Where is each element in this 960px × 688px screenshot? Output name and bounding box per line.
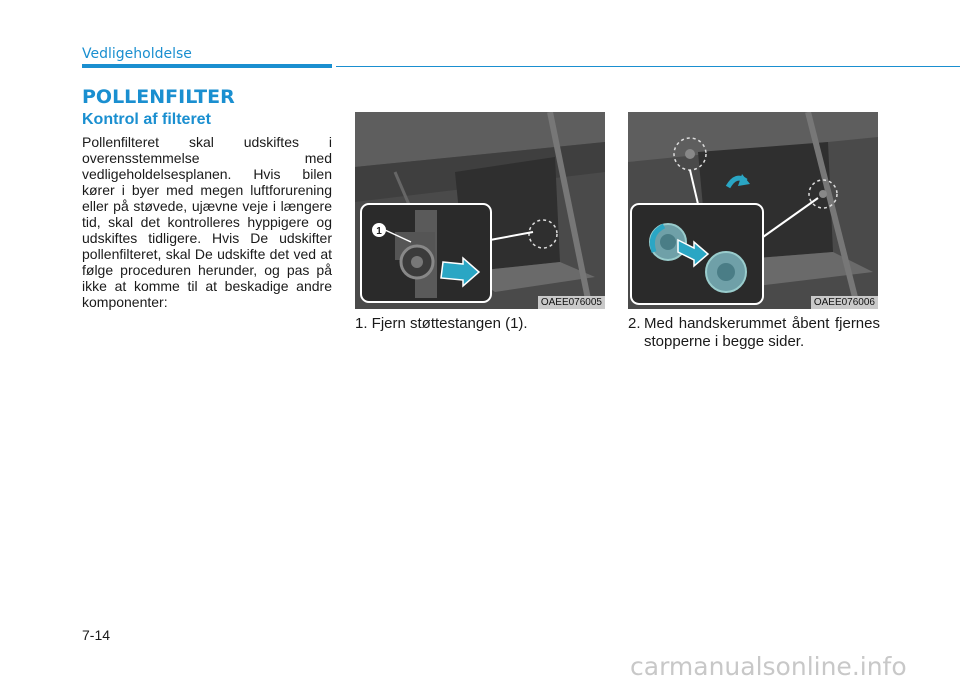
page-number: 7-14 — [82, 627, 111, 643]
figure-remove-support-rod — [355, 112, 605, 309]
glovebox-illustration-1 — [355, 112, 605, 309]
figure-code: OAEE076006 — [811, 296, 878, 309]
step-number: 2. — [628, 315, 641, 332]
section-header: Vedligeholdelse — [82, 46, 192, 62]
figure-code: OAEE076005 — [538, 296, 605, 309]
body-paragraph: Pollenfilteret skal udskiftes i overensstemmelse med vedligeholdelsesplanen. Hvis bilen kører i byer med megen luftforurening eller på støvede, ujævne veje i længere tid, skal det kontrolleres hyppigere og udskiftes tidligere. Hvis De udskifter pollenfilteret, skal De udskifte det ved at følge proceduren herunder, og pas på ikke at komme til at beskadige andre komponenter: — [82, 134, 332, 310]
header-rule-thick — [82, 64, 332, 68]
part-marker-1: 1 — [376, 226, 382, 237]
section-subtitle: Kontrol af filteret — [82, 111, 211, 128]
glovebox-illustration-2 — [628, 112, 878, 309]
page-title: POLLENFILTER — [82, 86, 235, 108]
step-text: Med handskerummet åbent fjernes stopperne i begge sider. — [644, 315, 880, 350]
figure-caption-2 — [628, 315, 880, 351]
figure-remove-stoppers — [628, 112, 878, 309]
figure-caption-1: 1. Fjern støttestangen (1). — [355, 315, 528, 332]
header-rule-thin — [336, 66, 960, 67]
watermark: carmanualsonline.info — [630, 652, 907, 681]
